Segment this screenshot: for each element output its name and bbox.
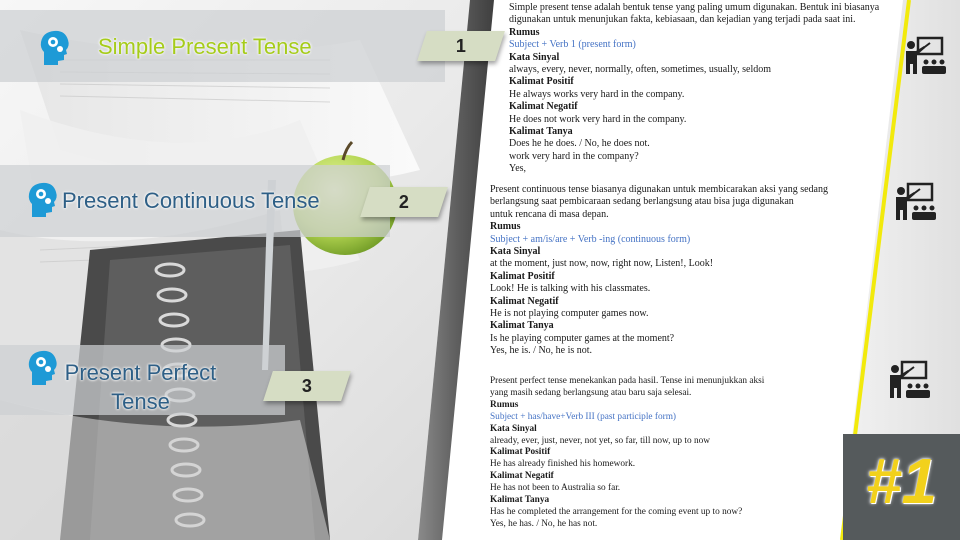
section-3-title	[58, 358, 223, 416]
section-2-text-line: Subject + am/is/are + Verb -ing (continuous form)	[490, 233, 691, 245]
section-1-title: Simple Present Tense	[98, 34, 312, 59]
section-1-text-line: digunakan untuk menunjukan fakta, kebiasaan, dan kejadian yang terjadi pada saat ini.	[509, 14, 856, 26]
section-3-text-line: He has already finished his homework.	[490, 459, 636, 470]
section-1-text-line: work very hard in the company?	[509, 150, 639, 162]
section-1-text-line: Kalimat Positif	[509, 76, 574, 88]
brain-head-icon	[40, 30, 70, 66]
section-1-text-line: Does he he does. / No, he does not.	[509, 138, 650, 150]
section-3-number: 3	[301, 375, 312, 396]
section-3-title-line-2: Tense	[111, 389, 170, 414]
section-1-text-line: Subject + Verb 1 (present form)	[509, 39, 636, 51]
section-2-text-line: Present continuous tense biasanya digunakan untuk membicarakan aksi yang sedang	[490, 184, 828, 195]
section-2-text-block	[490, 184, 828, 358]
section-3-text-line: He has not been to Australia so far.	[490, 483, 621, 494]
section-2-text-line: Kata Sinyal	[490, 246, 541, 258]
section-2-text-line: untuk rencana di masa depan.	[490, 208, 609, 220]
section-2-text-line: Kalimat Tanya	[490, 320, 554, 332]
section-1-text-line: Kata Sinyal	[509, 51, 560, 63]
section-3-text-line: Kalimat Tanya	[490, 495, 550, 506]
section-3-text-line: yang masih sedang berlangsung atau baru saja selesai.	[490, 387, 692, 398]
teacher-presentation-icon	[894, 182, 936, 222]
section-1-text-line: always, every, never, normally, often, sometimes, usually, seldom	[509, 64, 772, 76]
brain-head-icon	[28, 182, 58, 218]
section-1-text-line: Kalimat Tanya	[509, 126, 573, 138]
section-3-text-line: Kata Sinyal	[490, 423, 537, 434]
section-2-text-line: Yes, he is. / No, he is not.	[490, 345, 593, 357]
section-1-text-line: Rumus	[509, 26, 540, 38]
section-1-text-line: Kalimat Negatif	[509, 101, 578, 113]
teacher-presentation-icon	[888, 360, 930, 400]
section-3-text-line: Kalimat Negatif	[490, 471, 554, 482]
section-3-text-line: Present perfect tense menekankan pada hasil. Tense ini menunjukkan aksi	[490, 376, 765, 386]
section-1-number: 1	[455, 35, 466, 56]
section-3-text-line: already, ever, just, never, not yet, so far, till now, up to now	[490, 435, 710, 446]
section-2-text-line: Is he playing computer games at the moment?	[490, 332, 675, 344]
section-2-text-line: He is not playing computer games now.	[490, 308, 649, 320]
section-3-text-line: Has he completed the arrangement for the coming event up to now?	[490, 506, 743, 517]
section-3-number-tag	[263, 371, 351, 401]
section-2-text-line: Look! He is talking with his classmates.	[490, 283, 651, 295]
section-2-text-line: Kalimat Positif	[490, 270, 555, 282]
section-3-text-block	[490, 376, 764, 531]
section-2-title: Present Continuous Tense	[62, 188, 320, 213]
section-1-number-tag	[417, 31, 505, 61]
section-3-text-line: Subject + has/have+Verb III (past participle form)	[490, 411, 677, 422]
section-2-text-line: berlangsung saat pembicaraan sedang berlangsung atau bisa juga digunakan	[490, 196, 794, 208]
section-3-text-line: Kalimat Positif	[490, 447, 551, 458]
brain-head-icon	[28, 350, 58, 386]
section-3-text-line: Yes, he has. / No, he has not.	[490, 518, 598, 529]
episode-badge	[843, 434, 960, 540]
section-2-text-line: Kalimat Negatif	[490, 295, 559, 307]
section-2-number-tag	[360, 187, 448, 217]
section-1-text-line: He always works very hard in the company.	[509, 88, 685, 100]
teacher-presentation-icon	[904, 36, 946, 76]
section-1-text-line: Simple present tense adalah bentuk tense yang paling umum digunakan. Bentuk ini biasanya	[509, 2, 880, 13]
section-2-number: 2	[398, 191, 409, 212]
section-3-text-line: Rumus	[490, 399, 519, 410]
section-1-text-line: He does not work very hard in the company.	[509, 113, 687, 125]
section-1-text-block	[509, 2, 879, 176]
section-2-text-line: Rumus	[490, 221, 521, 233]
episode-badge-text: #1	[865, 445, 938, 517]
section-2-text-line: at the moment, just now, now, right now, Listen!, Look!	[490, 258, 714, 270]
section-3-title-line-1: Present Perfect	[64, 360, 217, 385]
section-1-text-line: Yes,	[509, 163, 527, 175]
